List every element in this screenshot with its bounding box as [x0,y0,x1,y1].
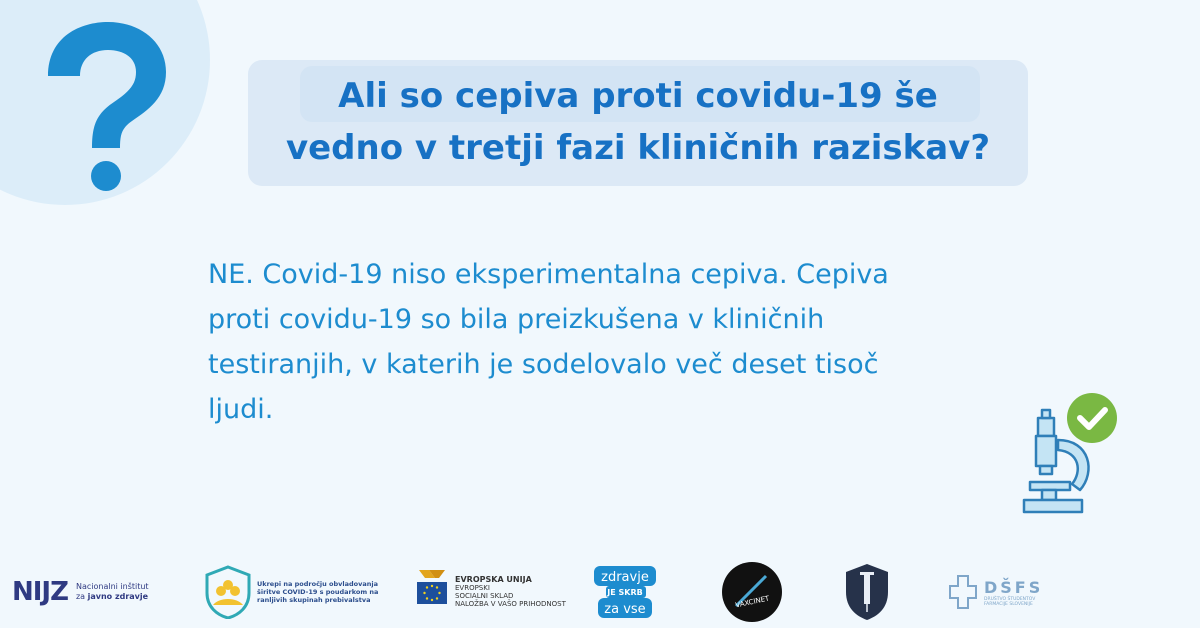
question-mark-icon [36,18,176,193]
nijz-line-1: Nacionalni inštitut [75,582,149,591]
eu-line-4: NALOŽBA V VAŠO PRIHODNOST [455,600,566,608]
vaxcinet-logo [720,560,784,624]
answer-line-3: testiranjih, v katerih je sodelovalo več deset tisoč [208,349,879,380]
dsfs-cross-icon [948,572,978,612]
answer-line-4: ljudi. [208,394,274,425]
dsfs-mark: DŠFS [984,577,1044,597]
nijz-line-2: za javno zdravje [75,592,149,601]
answer-line-1: NE. Covid-19 niso eksperimentalna cepiva. Cepiva [208,259,889,290]
zdravje-logo [590,560,660,624]
eu-flag-icon [415,568,449,616]
check-badge-icon [1067,393,1117,443]
covid-line-3: ranljivih skupinah prebivalstva [257,596,371,604]
eu-logo [415,560,566,624]
answer-line-2: proti covidu-19 so bila preizkušena v kliničnih [208,304,825,335]
svg-text:zdravje: zdravje [601,570,649,585]
eu-line-1: EVROPSKA UNIJA [455,575,532,584]
covid-project-logo [205,560,407,624]
svg-text:za vse: za vse [604,602,646,617]
nijz-text [76,582,149,602]
nijz-mark: NIJZ [12,577,68,607]
shield-syringe-logo [842,560,892,624]
answer-text [208,252,1008,432]
question-line-1: Ali so cepiva proti covidu-19 še [338,76,938,116]
eu-text [455,576,566,608]
covid-line-2: širitve COVID-19 s poudarkom na [257,588,379,596]
question-title [248,70,1028,174]
dsfs-line-2: FARMACIJE SLOVENIJE [984,601,1033,607]
eu-line-3: SOCIALNI SKLAD [455,592,514,600]
svg-text:JE SKRB: JE SKRB [607,588,643,597]
dsfs-line-1: DRUŠTVO ŠTUDENTOV [984,596,1036,602]
covid-line-1: Ukrepi na področju obvladovanja [257,580,379,588]
dsfs-logo [948,560,1043,624]
dsfs-text [984,578,1043,607]
svg-text:VAXCINET: VAXCINET [734,594,771,610]
covid-project-text [257,580,407,604]
shield-people-icon [205,565,251,619]
nijz-logo [12,560,149,624]
question-line-2: vedno v tretji fazi kliničnih raziskav? [285,128,991,168]
microscope-icon [1010,388,1130,518]
partner-logos [0,560,1200,628]
eu-line-2: EVROPSKI [455,584,490,592]
